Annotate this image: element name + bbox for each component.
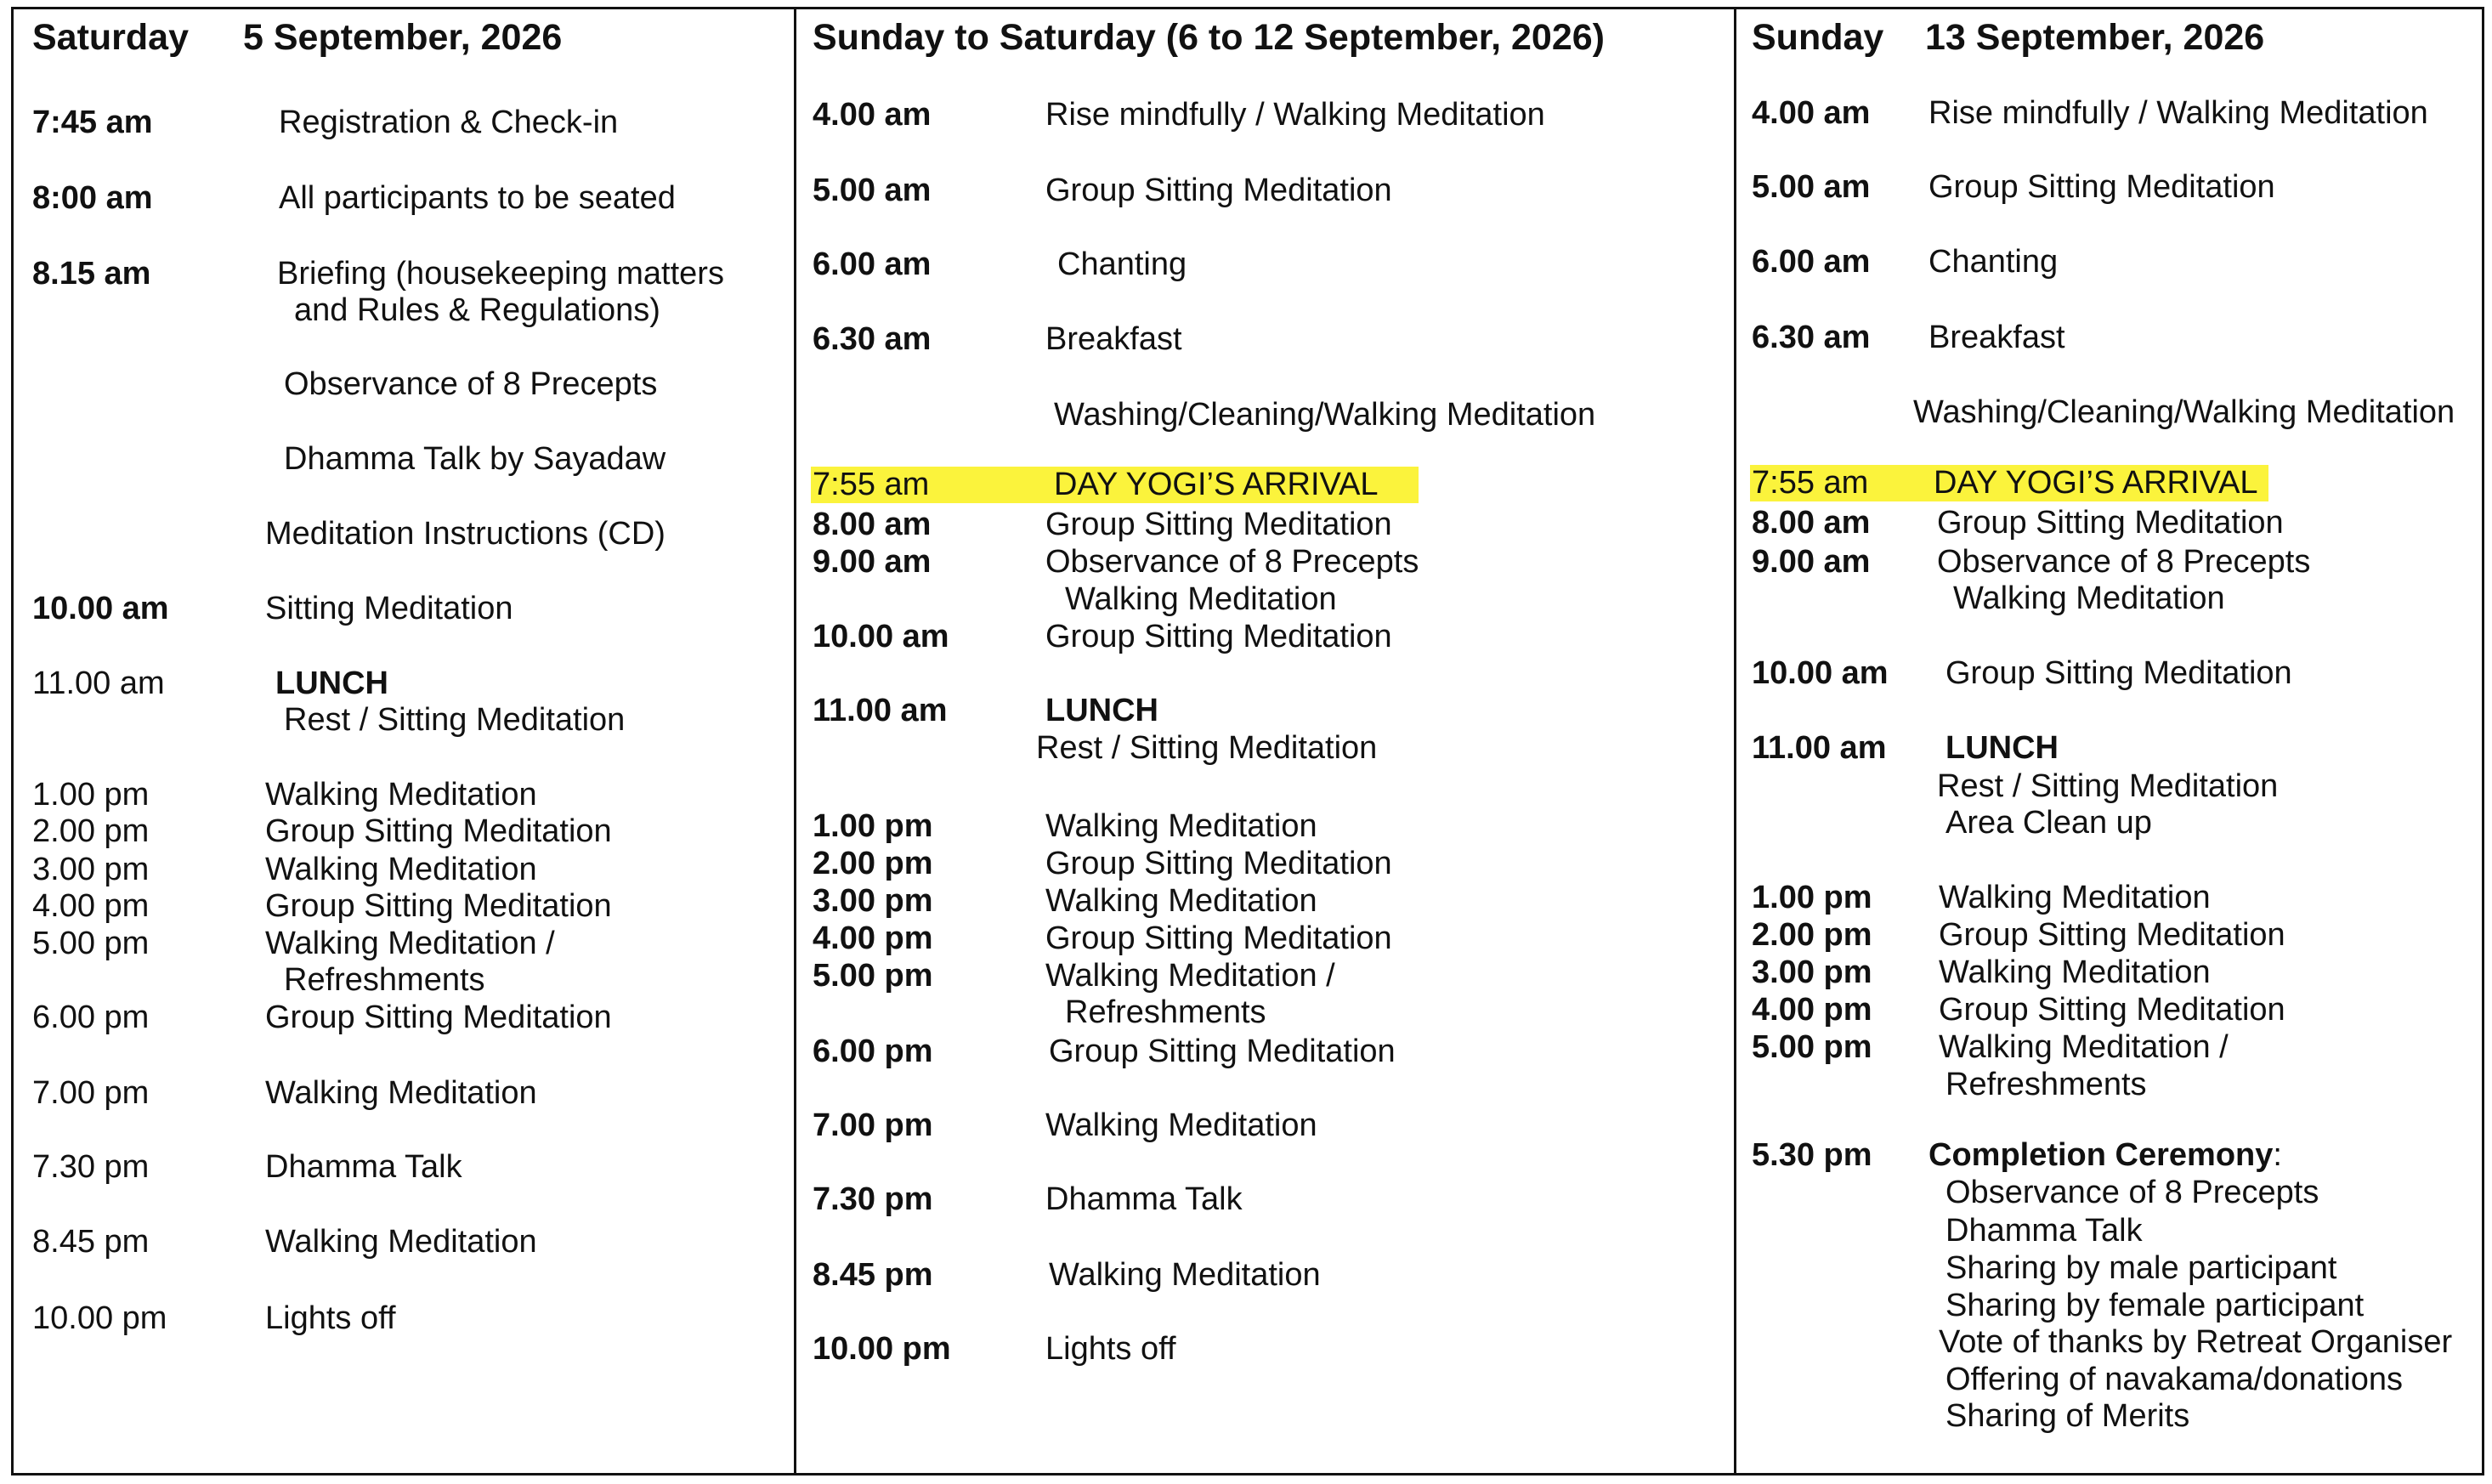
row-activity: Group Sitting Meditation bbox=[1939, 992, 2285, 1028]
schedule-column-6-to-12-sep bbox=[794, 9, 1736, 1473]
row-activity-continuation: Rest / Sitting Meditation bbox=[284, 702, 626, 738]
heading-colon: : bbox=[2273, 1137, 2282, 1173]
row-time: 10.00 am bbox=[1752, 655, 1889, 691]
row-time: 9.00 am bbox=[813, 544, 932, 580]
row-time: 4.00 pm bbox=[813, 920, 933, 956]
row-activity: Walking Meditation / bbox=[1939, 1029, 2229, 1065]
row-activity: Observance of 8 Precepts bbox=[1045, 544, 1419, 580]
column-date-heading: 13 September, 2026 bbox=[1925, 17, 2265, 58]
row-activity: Breakfast bbox=[1045, 321, 1182, 357]
row-activity: Chanting bbox=[1928, 244, 2059, 280]
row-time: 6.00 am bbox=[1752, 244, 1871, 280]
row-activity-continuation: Walking Meditation bbox=[1065, 581, 1337, 617]
row-activity-continuation: Rest / Sitting Meditation bbox=[1937, 768, 2279, 804]
row-activity: Chanting bbox=[1057, 246, 1187, 282]
row-activity: Group Sitting Meditation bbox=[1928, 169, 2275, 205]
row-time: 6.30 am bbox=[813, 321, 932, 357]
ceremony-item: Vote of thanks by Retreat Organiser bbox=[1939, 1324, 2453, 1360]
row-activity: Rise mindfully / Walking Meditation bbox=[1045, 97, 1545, 133]
row-activity-continuation: Area Clean up bbox=[1945, 805, 2152, 841]
row-time: 9.00 am bbox=[1752, 544, 1871, 580]
schedule-column-saturday-5-sep bbox=[14, 9, 794, 1473]
row-activity: Walking Meditation bbox=[1049, 1257, 1321, 1293]
column-date-heading: 5 September, 2026 bbox=[243, 17, 563, 58]
row-time: 4.00 pm bbox=[32, 888, 150, 924]
completion-ceremony-heading bbox=[1928, 1136, 2282, 1174]
row-activity: Breakfast bbox=[1928, 320, 2065, 355]
row-time: 7:45 am bbox=[32, 105, 153, 140]
row-time: 7:55 am bbox=[813, 467, 930, 502]
row-activity: Completion Ceremony bbox=[1928, 1137, 2274, 1173]
row-activity: Group Sitting Meditation bbox=[1045, 619, 1392, 654]
row-activity-continuation: Walking Meditation bbox=[1953, 581, 2225, 616]
row-time: 1.00 pm bbox=[32, 777, 150, 813]
row-activity: Group Sitting Meditation bbox=[1045, 173, 1392, 208]
row-time: 6.00 am bbox=[813, 246, 932, 282]
row-activity: Walking Meditation bbox=[1939, 954, 2211, 990]
row-time: 5.00 pm bbox=[1752, 1029, 1872, 1065]
row-time: 8.00 am bbox=[813, 507, 932, 542]
ceremony-item: Dhamma Talk bbox=[1945, 1213, 2143, 1249]
row-activity: Group Sitting Meditation bbox=[265, 888, 612, 924]
day-yogi-arrival-highlight bbox=[1750, 465, 2268, 501]
row-time: 5.00 am bbox=[1752, 169, 1871, 205]
row-activity: DAY YOGI’S ARRIVAL bbox=[1054, 467, 1379, 502]
row-activity: Briefing (housekeeping matters bbox=[277, 256, 724, 292]
row-activity: Walking Meditation bbox=[265, 1224, 537, 1260]
row-activity: Group Sitting Meditation bbox=[1045, 920, 1392, 956]
row-time: 2.00 pm bbox=[813, 846, 933, 881]
row-activity: Walking Meditation / bbox=[265, 926, 555, 961]
row-activity-continuation: and Rules & Regulations) bbox=[294, 292, 660, 328]
row-time: 10.00 am bbox=[813, 619, 949, 654]
row-time: 4.00 pm bbox=[1752, 992, 1872, 1028]
ceremony-item: Observance of 8 Precepts bbox=[1945, 1175, 2319, 1210]
column-title-heading: Sunday to Saturday (6 to 12 September, 2026) bbox=[813, 17, 1605, 58]
row-time: 6.30 am bbox=[1752, 320, 1871, 355]
row-activity: Dhamma Talk bbox=[265, 1149, 462, 1185]
row-time: 5.00 pm bbox=[32, 926, 150, 961]
row-activity: Group Sitting Meditation bbox=[265, 813, 612, 849]
row-activity: Registration & Check-in bbox=[279, 105, 619, 140]
row-time: 5.00 am bbox=[813, 173, 932, 208]
row-activity: LUNCH bbox=[1045, 693, 1158, 728]
row-time: 2.00 pm bbox=[32, 813, 150, 849]
row-activity: All participants to be seated bbox=[279, 180, 676, 216]
row-time: 7.30 pm bbox=[32, 1149, 150, 1185]
row-activity: Walking Meditation bbox=[265, 1075, 537, 1111]
row-time: 1.00 pm bbox=[1752, 880, 1872, 915]
row-time: 4.00 am bbox=[813, 97, 932, 133]
column-day-heading: Sunday bbox=[1752, 17, 1884, 58]
row-time: 2.00 pm bbox=[1752, 917, 1872, 953]
row-time: 8:00 am bbox=[32, 180, 153, 216]
row-activity: Group Sitting Meditation bbox=[1945, 655, 2292, 691]
ceremony-item: Sharing by female participant bbox=[1945, 1288, 2365, 1323]
row-time: 3.00 pm bbox=[32, 852, 150, 887]
row-activity: Walking Meditation bbox=[1045, 808, 1317, 844]
row-activity: Observance of 8 Precepts bbox=[284, 366, 658, 402]
row-activity: DAY YOGI’S ARRIVAL bbox=[1934, 465, 2258, 501]
row-activity: Dhamma Talk bbox=[1045, 1181, 1243, 1217]
row-time: 6.00 pm bbox=[32, 1000, 150, 1035]
row-activity: Washing/Cleaning/Walking Meditation bbox=[1913, 394, 2455, 430]
row-time: 7.00 pm bbox=[813, 1107, 933, 1143]
row-activity: Sitting Meditation bbox=[265, 591, 513, 626]
row-time: 7.30 pm bbox=[813, 1181, 933, 1217]
row-time: 11.00 am bbox=[1752, 730, 1887, 766]
row-activity-continuation: Rest / Sitting Meditation bbox=[1036, 730, 1378, 766]
row-activity: Observance of 8 Precepts bbox=[1937, 544, 2311, 580]
row-activity: Group Sitting Meditation bbox=[265, 1000, 612, 1035]
row-activity-continuation: Refreshments bbox=[1065, 994, 1266, 1030]
row-activity: Walking Meditation bbox=[265, 777, 537, 813]
row-time: 11.00 am bbox=[32, 666, 165, 701]
row-time: 5.30 pm bbox=[1752, 1137, 1872, 1173]
row-time: 7.00 pm bbox=[32, 1075, 150, 1111]
day-yogi-arrival-highlight bbox=[811, 467, 1419, 503]
ceremony-item: Offering of navakama/donations bbox=[1945, 1362, 2403, 1397]
row-time: 4.00 am bbox=[1752, 95, 1871, 131]
column-day-heading: Saturday bbox=[32, 17, 190, 58]
row-time: 8.15 am bbox=[32, 256, 151, 292]
row-time: 3.00 pm bbox=[813, 883, 933, 919]
row-time: 3.00 pm bbox=[1752, 954, 1872, 990]
row-activity: Group Sitting Meditation bbox=[1045, 507, 1392, 542]
row-time: 8.45 pm bbox=[32, 1224, 150, 1260]
row-activity: Group Sitting Meditation bbox=[1049, 1034, 1396, 1069]
row-activity: LUNCH bbox=[275, 666, 388, 701]
row-time: 5.00 pm bbox=[813, 958, 933, 994]
ceremony-item: Sharing of Merits bbox=[1945, 1398, 2190, 1434]
schedule-column-sunday-13-sep bbox=[1734, 9, 2484, 1473]
row-activity-continuation: Refreshments bbox=[1945, 1067, 2147, 1102]
row-time: 7:55 am bbox=[1752, 465, 1869, 501]
row-time: 1.00 pm bbox=[813, 808, 933, 844]
row-activity: Rise mindfully / Walking Meditation bbox=[1928, 95, 2428, 131]
row-time: 10.00 pm bbox=[813, 1331, 951, 1367]
row-activity: Walking Meditation bbox=[1939, 880, 2211, 915]
row-activity: Group Sitting Meditation bbox=[1939, 917, 2285, 953]
ceremony-item: Sharing by male participant bbox=[1945, 1250, 2337, 1286]
row-time: 10.00 am bbox=[32, 591, 169, 626]
row-time: 11.00 am bbox=[813, 693, 948, 728]
row-activity-continuation: Refreshments bbox=[284, 962, 485, 998]
row-activity: Washing/Cleaning/Walking Meditation bbox=[1054, 397, 1596, 433]
row-time: 8.00 am bbox=[1752, 505, 1871, 541]
row-time: 6.00 pm bbox=[813, 1034, 933, 1069]
row-activity: Walking Meditation bbox=[1045, 883, 1317, 919]
row-activity: Walking Meditation / bbox=[1045, 958, 1335, 994]
row-time: 8.45 pm bbox=[813, 1257, 933, 1293]
row-activity: LUNCH bbox=[1945, 730, 2059, 766]
row-time: 10.00 pm bbox=[32, 1300, 167, 1336]
row-activity: Walking Meditation bbox=[265, 852, 537, 887]
row-activity: Group Sitting Meditation bbox=[1937, 505, 2284, 541]
row-activity: Group Sitting Meditation bbox=[1045, 846, 1392, 881]
row-activity: Lights off bbox=[1045, 1331, 1176, 1367]
row-activity: Meditation Instructions (CD) bbox=[265, 516, 665, 552]
row-activity: Walking Meditation bbox=[1045, 1107, 1317, 1143]
row-activity: Dhamma Talk by Sayadaw bbox=[284, 441, 666, 477]
row-activity: Lights off bbox=[265, 1300, 396, 1336]
retreat-schedule-table bbox=[11, 7, 2484, 1476]
